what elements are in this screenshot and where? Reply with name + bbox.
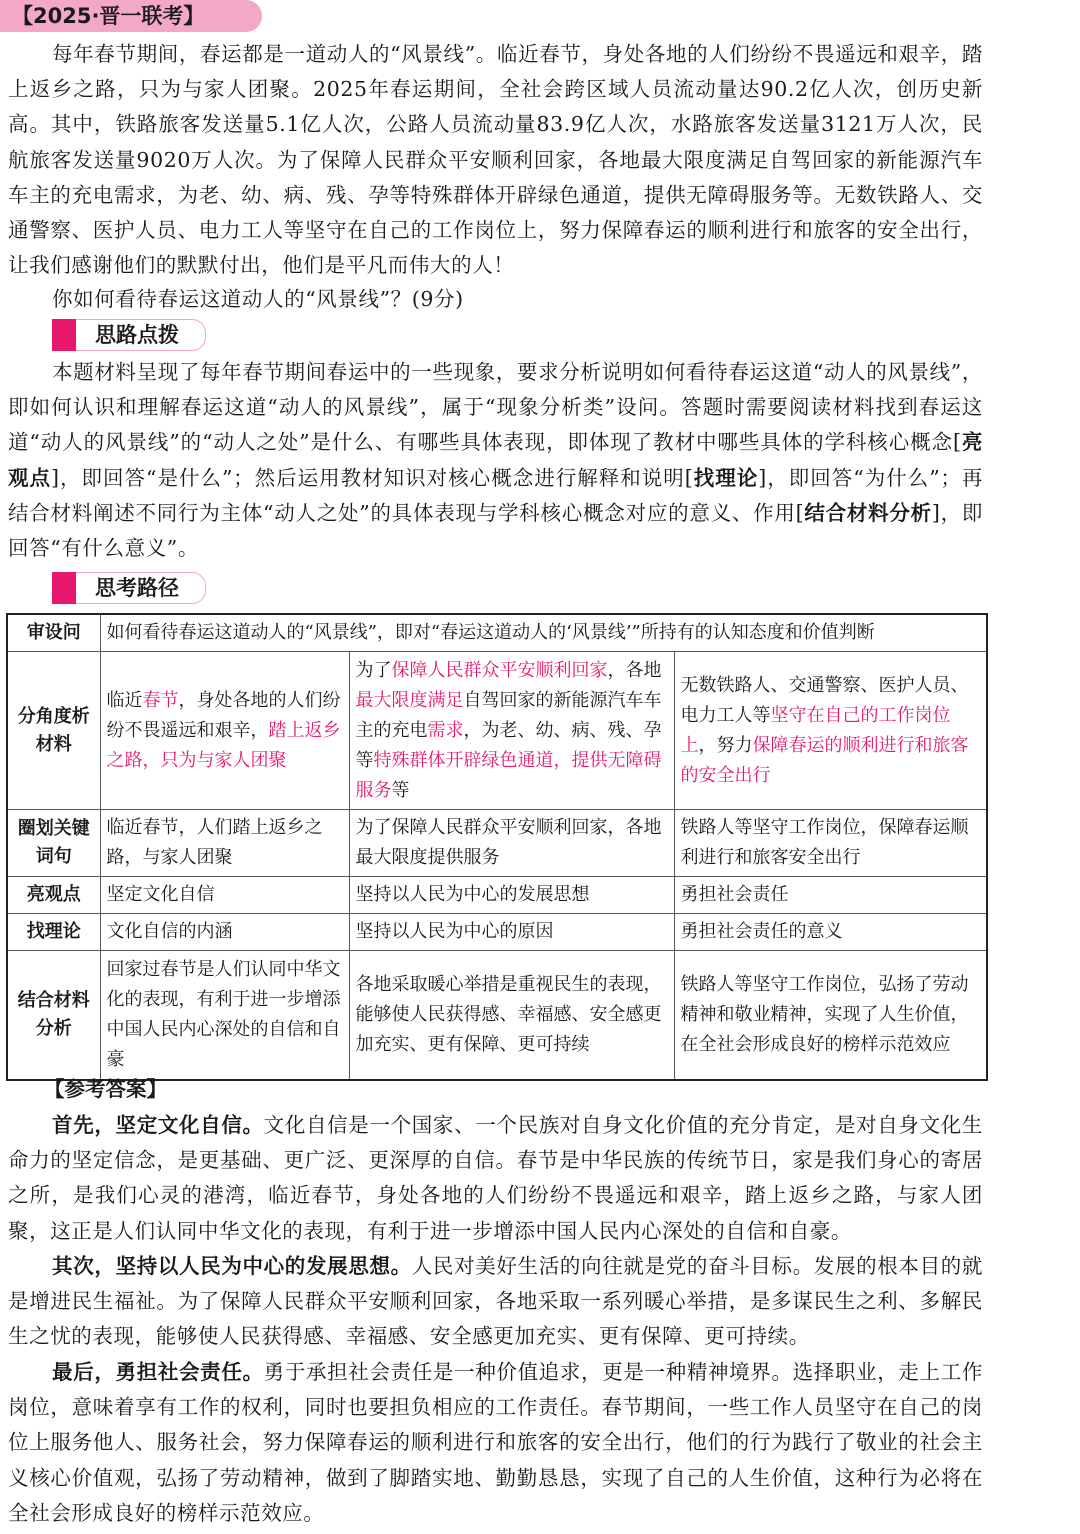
table-cell	[349, 652, 674, 810]
table-row	[7, 951, 987, 1080]
table-cell	[674, 652, 987, 810]
section-title: 思考路径	[95, 576, 179, 600]
table-cell: 勇担社会责任	[674, 877, 987, 914]
tips-text-2: ]，即回答“是什么”；然后运用教材知识对核心概念进行解释和说明[	[51, 465, 694, 490]
cell-text: 为了	[355, 659, 392, 681]
answer-point: 最后，勇担社会责任。	[52, 1360, 264, 1384]
table-row	[7, 652, 987, 810]
source-tag: 【2025·晋一联考】	[0, 0, 262, 32]
answer-text: 文化自信是一个国家、一个民族对自身文化价值的充分肯定，是对自身文化生命力的坚定信念，是更基础、更广泛、更深厚的自信。春节是中华民族的传统节日，家是我们身心的寄居之所，是我们心灵的港湾，临近春节，身处各地的人们纷纷不畏遥远和艰辛，踏上返乡之路，与家人团聚，这正是人们认同中华文化的表现，有利于进一步增添中国人民内心深处的自信和自豪。	[8, 1113, 983, 1243]
tips-text-3: ]，即回答“为什么”；再结合材料阐述不同行为主体“动人之处”的具体表现与学科核心概念对应的意义、作用[	[8, 465, 983, 525]
highlight-text: 最大限度满足	[355, 689, 464, 711]
table-cell: 坚持以人民为中心的发展思想	[349, 877, 674, 914]
table-cell: 文化自信的内涵	[100, 914, 349, 951]
answer-title: 【参考答案】	[44, 1077, 167, 1101]
tips-bold-3: 结合材料分析	[804, 500, 932, 525]
cell-text: 等	[391, 779, 410, 801]
highlight-text: 保障人民群众平安顺利回家	[391, 659, 608, 681]
thinking-tips-paragraph	[8, 355, 983, 566]
answer-paragraph-1	[8, 1108, 983, 1249]
cell-text: ，努力	[698, 734, 753, 756]
table-cell: 坚持以人民为中心的原因	[349, 914, 674, 951]
section-title: 思路点拨	[95, 323, 179, 347]
table-cell: 铁路人等坚守工作岗位，弘扬了劳动精神和敬业精神，实现了人生价值，在全社会形成良好的榜样示范效应	[674, 951, 987, 1080]
highlight-text: 春节	[142, 689, 179, 711]
table-cell: 为了保障人民群众平安顺利回家，各地最大限度提供服务	[349, 810, 674, 877]
tips-bold-1: 亮观点	[8, 430, 983, 490]
table-cell	[100, 652, 349, 810]
section-marker-icon	[52, 572, 76, 604]
table-cell: 如何看待春运这道动人的“风景线”，即对“春运这道动人的‘风景线’”所持有的认知态度和价值判断	[100, 614, 987, 652]
section-marker-icon	[52, 319, 76, 351]
cell-text: 无数铁路人、交通警察、医护人员、电力工人等	[680, 674, 969, 726]
answer-point: 其次，坚持以人民为中心的发展思想。	[52, 1254, 412, 1278]
highlight-text: 特殊群体开辟绿色通道，提供无障碍服务	[355, 749, 662, 801]
question-text: 你如何看待春运这道动人的“风景线”？(9分)	[52, 287, 464, 311]
section-heading-thinking-tips	[52, 319, 206, 351]
highlight-text: 保障春运的顺利进行和旅客的安全出行	[680, 734, 969, 786]
section-heading-thinking-path	[52, 572, 206, 604]
row-label: 圈划关键词句	[7, 810, 100, 877]
table-cell: 勇担社会责任的意义	[674, 914, 987, 951]
highlight-text: 坚守在自己的工作岗位上	[680, 704, 951, 756]
table-row	[7, 614, 987, 652]
table-row	[7, 810, 987, 877]
row-label: 亮观点	[7, 877, 100, 914]
table-cell: 各地采取暖心举措是重视民生的表现，能够使人民获得感、幸福感、安全感更加充实、更有保障、更可持续	[349, 951, 674, 1080]
row-label: 分角度析材料	[7, 652, 100, 810]
table-row	[7, 877, 987, 914]
row-label: 结合材料分析	[7, 951, 100, 1080]
answer-text: 勇于承担社会责任是一种价值追求，更是一种精神境界。选择职业，走上工作岗位，意味着享有工作的权利，同时也要担负相应的工作责任。春节期间，一些工作人员坚守在自己的岗位上服务他人、服务社会，努力保障春运的顺利进行和旅客的安全出行，他们的行为践行了敬业的社会主义核心价值观，弘扬了劳动精神，做到了脚踏实地、勤勤恳恳，实现了自己的人生价值，这种行为必将在全社会形成良好的榜样示范效应。	[8, 1360, 983, 1525]
question	[8, 282, 983, 317]
table-cell: 临近春节，人们踏上返乡之路，与家人团聚	[100, 810, 349, 877]
cell-text: 临近	[106, 689, 143, 711]
analysis-table	[6, 613, 988, 1081]
answer-paragraph-3	[8, 1355, 983, 1531]
row-label: 审设问	[7, 614, 100, 652]
table-cell: 铁路人等坚守工作岗位，保障春运顺利进行和旅客安全出行	[674, 810, 987, 877]
material-text: 每年春节期间，春运都是一道动人的“风景线”。临近春节，身处各地的人们纷纷不畏遥远和艰辛，踏上返乡之路，只为与家人团聚。2025年春运期间，全社会跨区域人员流动量达90.2亿人次，创历史新高。其中，铁路旅客发送量5.1亿人次，公路人员流动量83.9亿人次，水路旅客发送量3121万人次，民航旅客发送量9020万人次。为了保障人民群众平安顺利回家，各地最大限度满足自驾回家的新能源汽车车主的充电需求，为老、幼、病、残、孕等特殊群体开辟绿色通道，提供无障碍服务等。无数铁路人、交通警察、医护人员、电力工人等坚守在自己的工作岗位上，努力保障春运的顺利进行和旅客的安全出行，让我们感谢他们的默默付出，他们是平凡而伟大的人！	[8, 42, 983, 278]
cell-text: ，为老、幼、病、残、孕等	[355, 719, 662, 771]
highlight-text: 需求	[427, 719, 464, 741]
material-paragraph	[8, 37, 983, 283]
cell-text: ，身处各地的人们纷纷不畏遥远和艰辛，	[106, 689, 341, 741]
tips-bold-2: 找理论	[693, 465, 759, 490]
tips-text-4: ]，即回答“有什么意义”。	[8, 500, 983, 561]
answer-text: 人民对美好生活的向往就是党的奋斗目标。发展的根本目的就是增进民生福祉。为了保障人民群众平安顺利回家，各地采取一系列暖心举措，是多谋民生之利、多解民生之忧的表现，能够使人民获得感、幸福感、安全感更加充实、更有保障、更可持续。	[8, 1254, 983, 1349]
row-label: 找理论	[7, 914, 100, 951]
table-cell: 坚定文化自信	[100, 877, 349, 914]
cell-text: 自驾回家的新能源汽车车主的充电	[355, 689, 662, 741]
tips-text-1: 本题材料呈现了每年春节期间春运中的一些现象，要求分析说明如何看待春运这道“动人的风景线”，即如何认识和理解春运这道“动人的风景线”，属于“现象分析类”设问。答题时需要阅读材料找到春运这道“动人的风景线”的“动人之处”是什么、有哪些具体表现，即体现了教材中哪些具体的学科核心概念[	[8, 360, 983, 455]
table-row	[7, 914, 987, 951]
answer-paragraph-2	[8, 1249, 983, 1355]
highlight-text: 踏上返乡之路，只为与家人团聚	[106, 719, 341, 771]
table-cell: 回家过春节是人们认同中华文化的表现，有利于进一步增添中国人民内心深处的自信和自豪	[100, 951, 349, 1080]
cell-text: ，各地	[607, 659, 662, 681]
answer-point: 首先，坚定文化自信。	[52, 1113, 264, 1137]
